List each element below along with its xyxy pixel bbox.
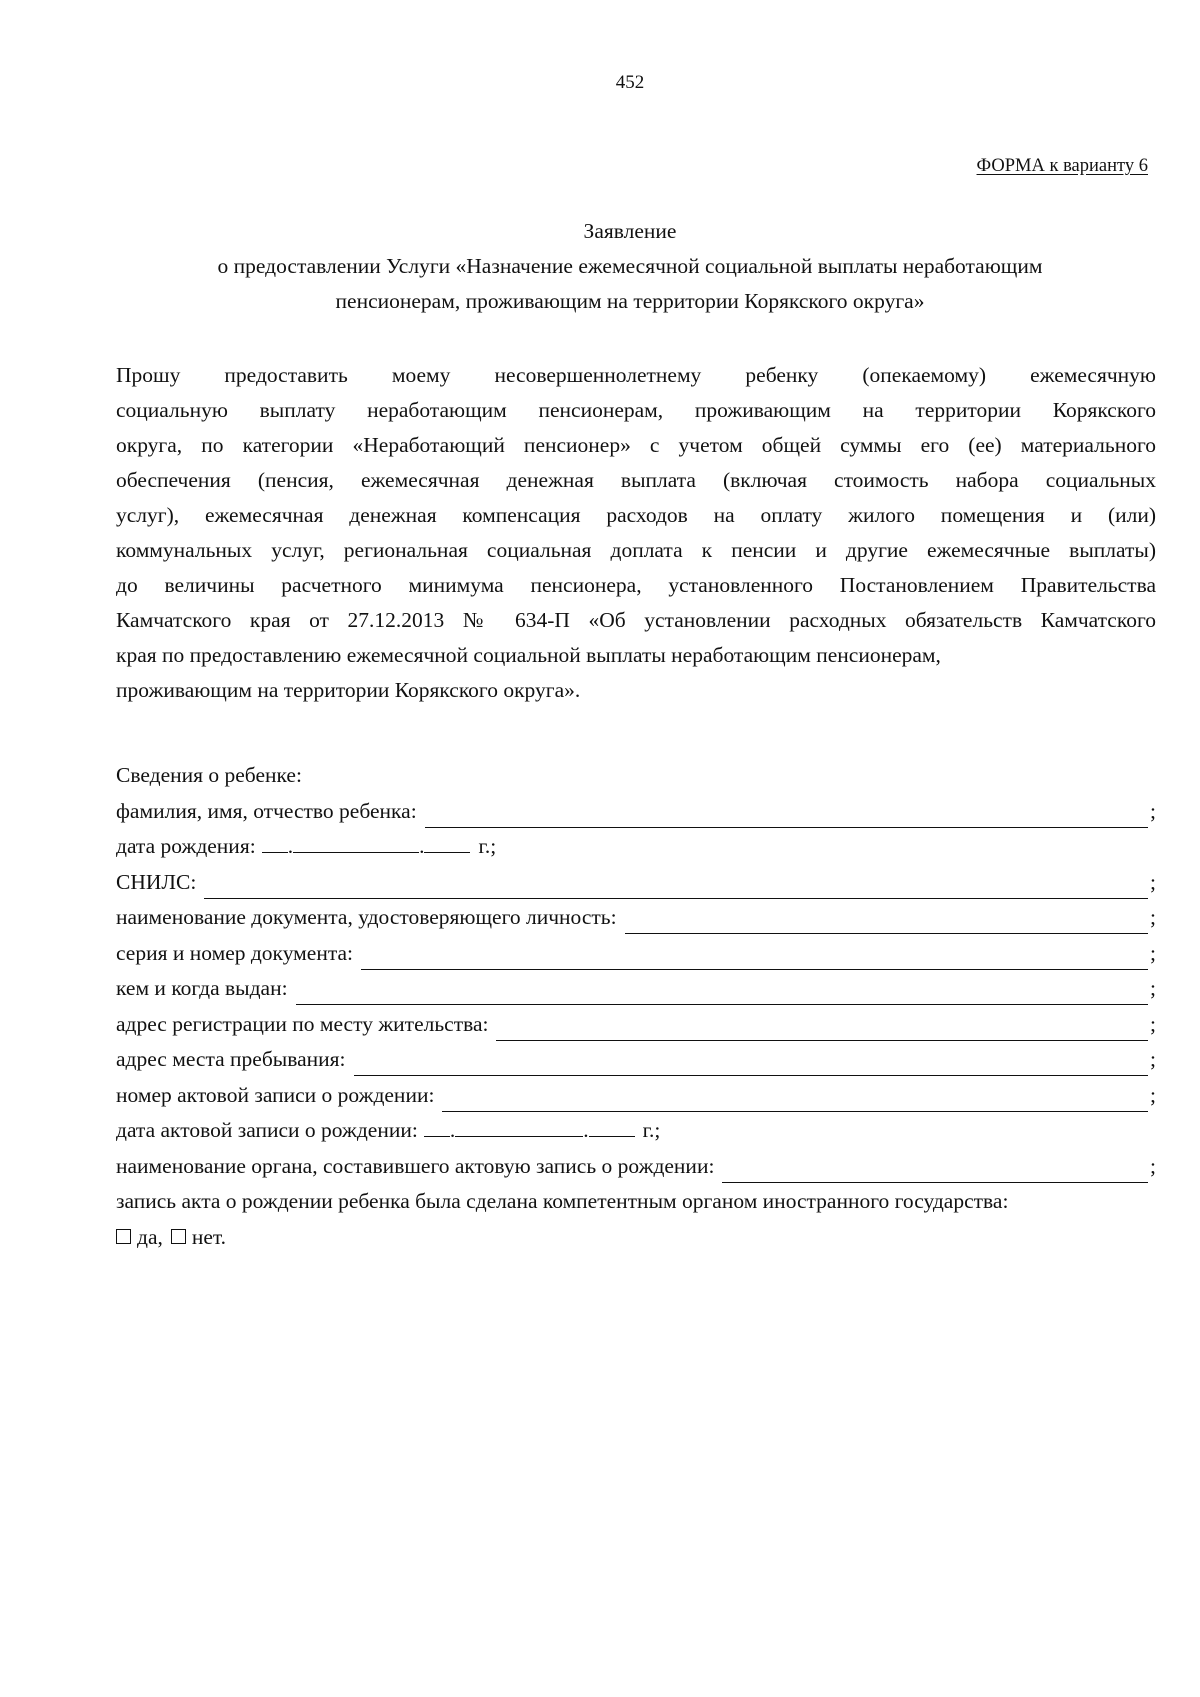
issued-by-field[interactable] — [296, 984, 1148, 1005]
birth-record-number-label: номер актовой записи о рождении: — [116, 1082, 435, 1107]
line-end: ; — [1150, 1011, 1156, 1036]
birth-year-field[interactable] — [424, 834, 470, 853]
line-end: ; — [1150, 1047, 1156, 1071]
full-name-field[interactable] — [425, 807, 1148, 828]
reg-address-label: адрес регистрации по месту жительства: — [116, 1011, 489, 1036]
line-end: ; — [1150, 1153, 1156, 1178]
birth-day-field[interactable] — [262, 834, 288, 853]
yes-checkbox[interactable] — [116, 1229, 131, 1244]
birth-date-row — [116, 829, 1156, 865]
stay-address-row — [116, 1042, 1156, 1078]
page-number: 452 — [615, 72, 645, 93]
child-info-section — [116, 758, 1156, 1255]
birth-record-authority-label: наименование органа, составившего актовую запись о рождении: — [116, 1153, 715, 1178]
snils-field[interactable] — [204, 878, 1148, 899]
birth-month-field[interactable] — [293, 834, 419, 853]
reg-address-row — [116, 1007, 1156, 1043]
body-line: проживающим на территории Корякского округа». — [116, 678, 581, 702]
title-line-1: Заявление — [583, 219, 677, 243]
title-line-2: о предоставлении Услуги «Назначение ежемесячной социальной выплаты неработающим — [217, 254, 1043, 278]
birth-record-authority-field[interactable] — [722, 1162, 1148, 1183]
body-line: услуг), ежемесячная денежная компенсация расходов на оплату жилого помещения и (или) — [116, 503, 1156, 527]
record-day-field[interactable] — [424, 1118, 450, 1137]
body-line: социальную выплату неработающим пенсионерам, проживающим на территории Корякского — [116, 398, 1156, 422]
snils-row — [116, 865, 1156, 901]
document-title — [120, 214, 1140, 319]
body-line: Прошу предоставить моему несовершеннолетнему ребенку (опекаемому) ежемесячную — [116, 363, 1156, 387]
date-separator: . — [419, 834, 425, 858]
record-month-field[interactable] — [455, 1118, 583, 1137]
title-line-3: пенсионерам, проживающим на территории Корякского округа» — [335, 289, 925, 313]
line-end: ; — [1150, 869, 1156, 894]
stay-address-field[interactable] — [354, 1055, 1149, 1076]
record-year-field[interactable] — [589, 1118, 635, 1137]
body-line: округа, по категории «Неработающий пенсионер» с учетом общей суммы его (ее) материального — [116, 433, 1156, 457]
id-doc-name-row — [116, 900, 1156, 936]
line-end: ; — [1150, 1082, 1156, 1107]
body-line: Камчатского края от 27.12.2013 № 634-П «Об установлении расходных обязательств Камчатского — [116, 608, 1156, 632]
body-line: края по предоставлению ежемесячной социальной выплаты неработающим пенсионерам, — [116, 643, 941, 667]
full-name-row — [116, 794, 1156, 830]
line-end: ; — [1150, 976, 1156, 1000]
date-separator: . — [449, 1118, 456, 1142]
reg-address-field[interactable] — [496, 1020, 1148, 1041]
foreign-record-row — [116, 1184, 1156, 1220]
form-reference: ФОРМА к варианту 6 — [976, 156, 1148, 176]
no-checkbox[interactable] — [171, 1229, 186, 1244]
body-line: коммунальных услуг, региональная социальная доплата к пенсии и другие ежемесячные выплаты) — [116, 538, 1156, 562]
birth-record-number-row — [116, 1078, 1156, 1114]
birth-record-authority-row — [116, 1149, 1156, 1185]
issued-by-label: кем и когда выдан: — [116, 976, 288, 1000]
birth-record-number-field[interactable] — [442, 1091, 1148, 1112]
full-name-label: фамилия, имя, отчество ребенка: — [116, 798, 417, 823]
line-end: ; — [1150, 798, 1156, 823]
id-doc-number-row — [116, 936, 1156, 972]
application-body — [116, 358, 1156, 708]
foreign-record-options-row — [116, 1220, 1156, 1256]
child-info-heading: Сведения о ребенке: — [116, 763, 302, 787]
id-doc-name-label: наименование документа, удостоверяющего личность: — [116, 905, 617, 929]
yes-option-label: да, — [137, 1224, 163, 1249]
body-line: обеспечения (пенсия, ежемесячная денежная выплата (включая стоимость набора социальных — [116, 468, 1156, 492]
id-doc-number-field[interactable] — [361, 949, 1148, 970]
birth-record-date-row — [116, 1113, 1156, 1149]
birth-date-label: дата рождения: — [116, 834, 256, 858]
birth-record-date-suffix: г.; — [642, 1118, 661, 1142]
stay-address-label: адрес места пребывания: — [116, 1047, 346, 1071]
no-option-label: нет. — [191, 1224, 227, 1249]
body-line: до величины расчетного минимума пенсионера, установленного Постановлением Правительства — [116, 573, 1156, 597]
child-info-heading-row — [116, 758, 1156, 794]
date-separator: . — [583, 1118, 589, 1142]
id-doc-number-label: серия и номер документа: — [116, 940, 353, 965]
id-doc-name-field[interactable] — [625, 913, 1148, 934]
line-end: ; — [1150, 940, 1156, 965]
snils-label: СНИЛС: — [116, 869, 197, 894]
birth-date-suffix: г.; — [478, 834, 497, 858]
foreign-record-question: запись акта о рождении ребенка была сделана компетентным органом иностранного государства: — [116, 1189, 1009, 1213]
line-end: ; — [1150, 905, 1156, 929]
birth-record-date-label: дата актовой записи о рождении: — [116, 1118, 418, 1142]
issued-by-row — [116, 971, 1156, 1007]
date-separator: . — [287, 834, 294, 858]
